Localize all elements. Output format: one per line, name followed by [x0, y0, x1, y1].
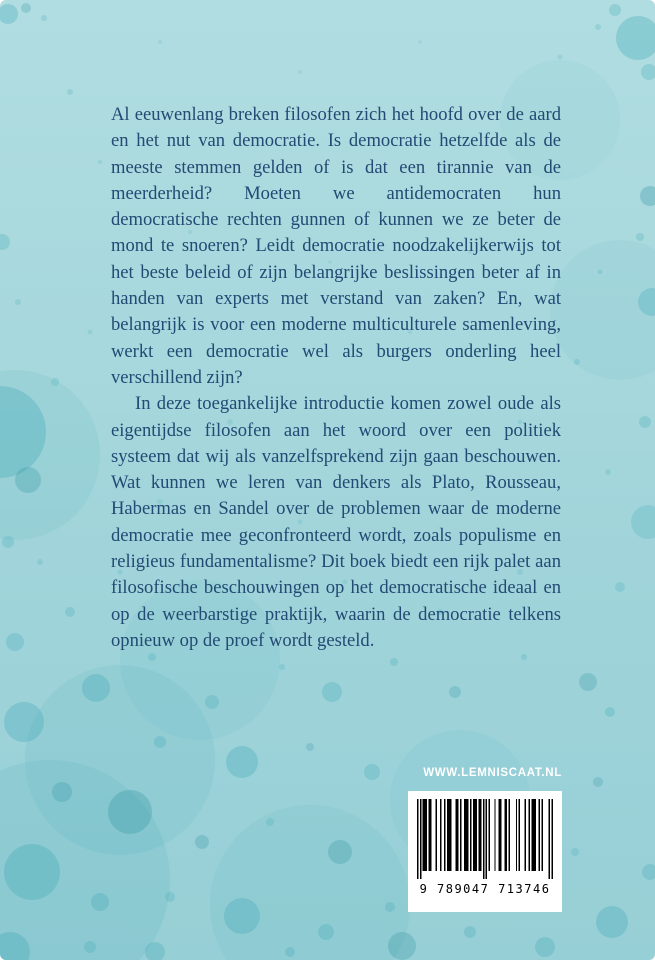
barcode [408, 791, 562, 912]
barcode-number: 9 789047 713746 [419, 882, 551, 896]
barcode-bars [417, 799, 553, 881]
back-cover-text [111, 102, 561, 654]
publisher-website: WWW.LEMNISCAAT.NL [423, 767, 562, 779]
blurb-paragraph-1: Al eeuwenlang breken filosofen zich het hoofd over de aard en het nut van democratie. Is democratie hetzelfde als de meeste stemmen gelden of is dat een tirannie van de meerderheid? Moeten we antidemocraten hun democratische rechten gunnen of kunnen we ze beter de mond te snoeren? Leidt democratie noodzakelijkerwijs tot het beste beleid of zijn belangrijke beslissingen beter af in handen van experts met verstand van zaken? En, wat belangrijk is voor een moderne multiculturele samenleving, werkt een democratie wel als burgers onderling heel verschillend zijn? [111, 104, 561, 388]
blurb-paragraph-2: In deze toegankelijke introductie komen zowel oude als eigentijdse filosofen aan het woord over een politiek systeem dat wij als vanzelfsprekend zijn gaan beschouwen. Wat kunnen we leren van denkers als Plato, Rousseau, Habermas en Sandel over de problemen waar de moderne democratie mee geconfronteerd wordt, zoals populisme en religieus fundamentalisme? Dit boek biedt een rijk palet aan filosofische beschouwingen op het democratische ideaal en op de weerbarstige praktijk, waarin de democratie telkens opnieuw op de proef wordt gesteld. [111, 393, 561, 651]
